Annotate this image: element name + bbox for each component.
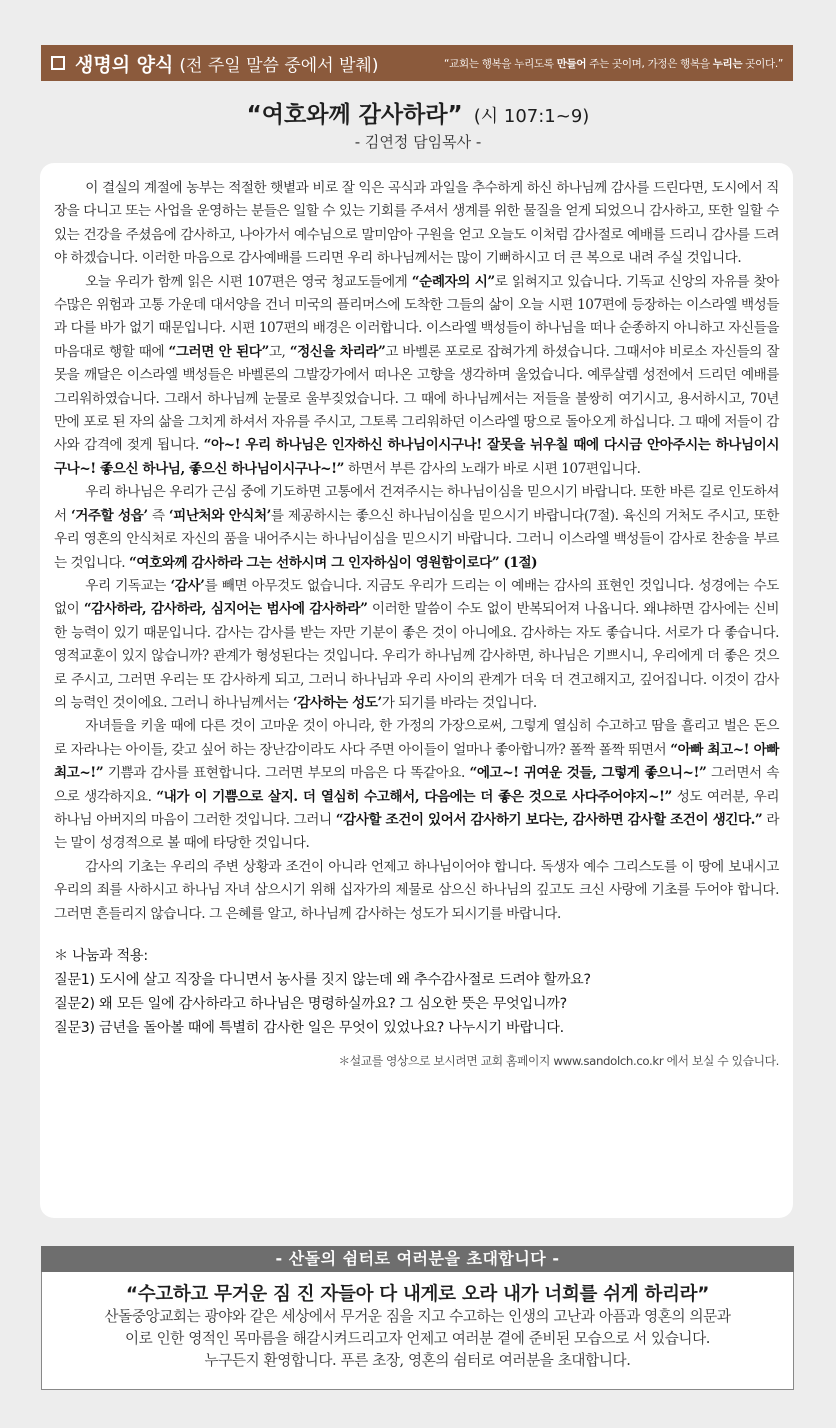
invitation-line-1: 산돌중앙교회는 광야와 같은 세상에서 무거운 짐을 지고 수고하는 인생의 고난과 아픔과 영혼의 의문과 (104, 1308, 731, 1325)
sermon-paragraph-3 (54, 481, 779, 575)
paragraph-text: 라는 말이 성경적으로 볼 때에 타당한 것입니다. (54, 811, 780, 852)
bold-quote: “그러면 안 된다” (168, 343, 269, 360)
scripture-reference: (시 107:1~9) (473, 106, 590, 127)
bold-quote: “아빠 최고~! 아빠 최고~!” (54, 741, 779, 782)
paragraph-text: 우리 하나님은 우리가 근심 중에 기도하면 고통에서 건져주시는 하나님이심을 믿으시기 바랍니다. 또한 바른 길로 인도하셔서 (54, 484, 779, 524)
paragraph-text: 우리 기독교는 (85, 577, 171, 594)
video-note: ＊설교를 영상으로 보시려면 교회 홈페이지 www.sandolch.co.kr 에서 보실 수 있습니다. (338, 1054, 779, 1068)
bold-quote: “정신을 차리라” (289, 343, 386, 360)
paragraph-text: 가 되기를 바라는 것입니다. (381, 694, 537, 711)
paragraph-text: 하면서 부른 감사의 노래가 바로 시편 107편입니다. (343, 460, 641, 477)
section-header (41, 45, 793, 81)
sermon-paragraph-2 (54, 271, 779, 482)
sermon-paragraph-4 (54, 575, 779, 715)
paragraph-text: 를 빼면 아무것도 없습니다. 지금도 우리가 드리는 이 예배는 감사의 표현인 것입니다. 성경에는 수도 없이 (54, 577, 779, 618)
sermon-body (54, 177, 779, 926)
sermon-title-text: “여호와께 감사하라” (246, 102, 463, 128)
paragraph-text: 이러한 말씀이 수도 없이 반복되어져 나옵니다. 왜냐하면 감사에는 신비한 능력이 있기 때문입니다. 감사는 감사를 받는 자만 기분이 좋은 것이 아니에요. 감사하는 자도 좋습니다. 서로가 다 좋습니다. 영적교훈이 있지 않습니까? 관계가 형성된다는 것입니다. 우리가 하나님께 감사하면, 하나님은 기쁘시니, 우리에게 더 좋은 것으로 주시고, 그러면 우리는 또 감사하게 되고, 그러니 하나님과 우리 사이의 관계가 더욱 더 견고해지고, 깊어집니다. 이것이 감사의 능력인 것이에요. 그러니 하나님께서는 (54, 601, 779, 711)
sermon-paragraph-1 (54, 177, 779, 271)
sermon-content-box (40, 163, 793, 1218)
paragraph-text: 그러면서 속으로 생각하지요. (54, 765, 780, 805)
section-subtitle: (전 주일 말씀 중에서 발췌) (179, 55, 379, 76)
question-2: 질문2) 왜 모든 일에 감사하라고 하나님은 명령하실까요? 그 심오한 뜻은 무엇입니까? (54, 996, 567, 1012)
invitation-line-3: 누구든지 환영합니다. 푸른 초장, 영혼의 쉼터로 여러분을 초대합니다. (204, 1352, 631, 1369)
section-title: 생명의 양식 (75, 53, 174, 76)
paragraph-text: 즉 (147, 507, 169, 524)
invitation-line-2: 이로 인한 영적인 목마름을 해갈시켜드리고자 언제고 여러분 곁에 준비된 모습으로 서 있습니다. (124, 1330, 711, 1347)
invitation-quote: “수고하고 무거운 짐 진 자들아 다 내게로 오라 내가 너희를 쉬게 하리라” (125, 1284, 710, 1305)
bold-quote: “감사하라, 감사하라, 심지어는 범사에 감사하라” (83, 601, 368, 618)
invitation-bar: - 산돌의 쉼터로 여러분을 초대합니다 - (41, 1246, 794, 1272)
bold-quote: “에고~! 귀여운 것들, 그렇게 좋으니~!” (469, 765, 707, 782)
sermon-title (0, 96, 836, 129)
paragraph-text: 자녀들을 키울 때에 다른 것이 고마운 것이 아니라, 한 가정의 가장으로써, 그렇게 열심히 수고하고 땀을 흘리고 벌은 돈으로 자라나는 아이들, 갖고 싶어 하는 장난감이라도 사다 주면 아이들이 얼마나 좋아합니까? 폴짝 폴짝 뛰면서 (54, 718, 779, 758)
bold-quote: ‘피난처와 안식처’ (168, 507, 271, 524)
paragraph-text: 오늘 우리가 함께 읽은 시편 107편은 영국 청교도들에게 (85, 273, 412, 290)
paragraph-text: 를 제공하시는 좋으신 하나님이심을 믿으시기 바랍니다(7절). 육신의 거처도 주시고, 또한 우리 영혼의 안식처로 자신의 품을 내어주시는 하나님이심을 믿으시기 바랍니다. 그러니 이스라엘 백성들이 감사로 찬송을 부르는 것입니다. (54, 507, 779, 571)
paragraph-text: 기쁨과 감사를 표현합니다. 그러면 부모의 마음은 다 똑같아요. (103, 765, 470, 782)
bold-quote: “감사할 조건이 있어서 감사하기 보다는, 감사하면 감사할 조건이 생긴다.” (335, 811, 763, 828)
sermon-paragraph-6 (54, 856, 779, 926)
paragraph-text: 로 읽혀지고 있습니다. 기독교 신앙의 자유를 찾아 수많은 위험과 고통 가운데 대서양을 건너 미국의 플리머스에 도착한 그들의 삶이 오늘 시편 107편에 등장하는 이스라엘 백성들과 다를 바가 없기 때문입니다. 시편 107편의 배경은 이러합니다. 이스라엘 백성들이 하나님을 떠나 순종하지 아니하고 자신들을 마음대로 행할 때에 (54, 273, 779, 360)
paragraph-text: 고 바벨론 포로로 잡혀가게 하셨습니다. 그때서야 비로소 자신들의 잘못을 깨달은 이스라엘 백성들은 바벨론의 그발강가에서 떠나온 고향을 생각하며 울었습니다. 예루살렘 성전에서 드리던 예배를 그리워하였습니다. 그래서 하나님께 눈물로 울부짖었습니다. 그 때에 하나님께서는 저들을 불쌍히 여기시고, 용서하시고, 70년 만에 포로 된 자의 삶을 그치게 하셔서 자유를 주시고, 그토록 그리워하던 이스라엘 땅으로 돌아오게 하십니다. 그 때에 저들이 감사와 감격에 젖게 됩니다. (54, 343, 779, 454)
bold-quote: “내가 이 기쁨으로 살지. 더 열심히 수고해서, 다음에는 더 좋은 것으로 사다주어야지~!” (156, 788, 672, 805)
sermon-paragraph-5 (54, 715, 779, 855)
bold-quote: ‘거주할 성읍’ (70, 507, 148, 524)
sermon-author: - 김연정 담임목사 - (354, 133, 482, 151)
application-section (54, 944, 779, 1040)
question-1: 질문1) 도시에 살고 직장을 다니면서 농사를 짓지 않는데 왜 추수감사절로 드려야 할까요? (54, 972, 591, 988)
paragraph-text: 성도 여러분, 우리 하나님 아버지의 마음이 그러한 것입니다. 그러니 (54, 788, 780, 828)
paragraph-text: 감사의 기초는 우리의 주변 상황과 조건이 아니라 언제고 하나님이어야 합니다. 독생자 예수 그리스도를 이 땅에 보내시고 우리의 죄를 사하시고 하나님 자녀 삼으시기 위해 십자가의 제물로 삼으신 하나님의 깊고도 크신 사랑에 기초를 두어야 합니다. 그러면 흔들리지 않습니다. 그 은혜를 알고, 하나님께 감사하는 성도가 되시기를 바랍니다. (54, 858, 779, 922)
application-title: ＊ 나눔과 적용: (54, 948, 148, 964)
bold-quote: ‘감사’ (170, 577, 205, 594)
bold-quote: “순례자의 시” (411, 273, 495, 290)
paragraph-text: 이 결실의 계절에 농부는 적절한 햇볕과 비로 잘 익은 곡식과 과일을 추수하게 하신 하나님께 감사를 드린다면, 도시에서 직장을 다니고 또는 사업을 운영하는 분들은 일할 수 있는 기회를 주셔서 생계를 위한 물질을 얻게 되었으니 감사하고, 또한 일할 수 있는 건강을 주셨음에 감사하고, 나아가서 예수님으로 말미암아 구원을 얻고 오늘도 이처럼 감사절로 예배를 드리니 감사를 드려야 하겠습니다. 이러한 마음으로 감사예배를 드리면 우리 하나님께서는 많이 기뻐하시고 더 큰 복으로 내려 주실 것입니다. (54, 180, 779, 267)
bold-quote: “여호와께 감사하라 그는 선하시며 그 인자하심이 영원함이로다” (1절) (129, 554, 538, 571)
bold-quote: ‘감사하는 성도’ (292, 694, 382, 711)
church-motto: “교회는 행복을 누리도록 만들어 주는 곳이며, 가정은 행복을 누리는 곳이다.” (444, 57, 783, 70)
question-3: 질문3) 금년을 돌아볼 때에 특별히 감사한 일은 무엇이 있었나요? 나누시기 바랍니다. (54, 1020, 564, 1036)
invitation-box (41, 1272, 794, 1390)
checkbox-square-icon (51, 56, 65, 70)
bold-quote: “아~! 우리 하나님은 인자하신 하나님이시구나! 잘못을 뉘우칠 때에 다시금 안아주시는 하나님이시구나~! 좋으신 하나님, 좋으신 하나님이시구나~!” (54, 437, 779, 477)
paragraph-text: 고, (268, 343, 290, 360)
